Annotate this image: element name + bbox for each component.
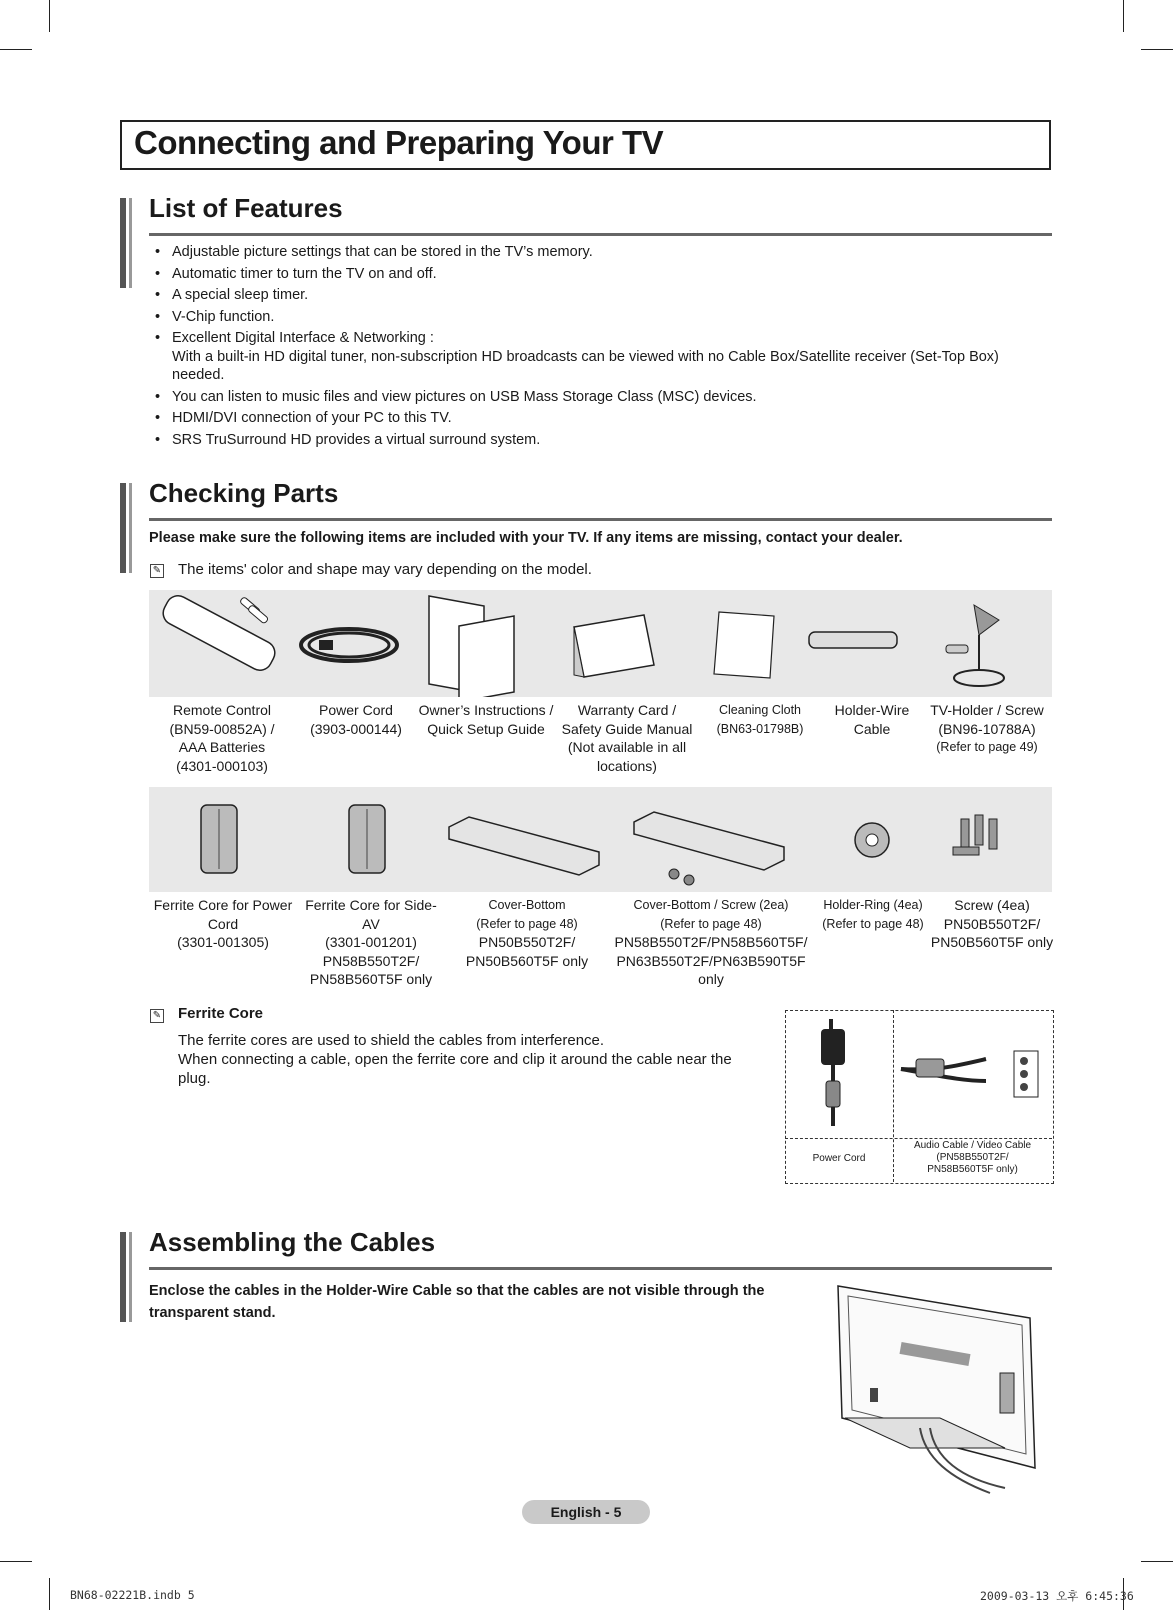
part-caption: TV-Holder / Screw (BN96-10788A) (Refer to page 49) (930, 702, 1044, 754)
list-item-text: Excellent Digital Interface & Networking : (172, 330, 434, 346)
part-caption: Cover-Bottom (Refer to page 48) PN50B550T2F/ PN50B560T5F only (465, 898, 589, 969)
ferrite-cables-illustration (786, 1011, 1051, 1137)
list-item-detail: With a built-in HD digital tuner, non-subscription HD broadcasts can be viewed with no Cable Box/Satellite receiver (Set-Top Box) needed. (172, 348, 999, 383)
assembling-title: Assembling the Cables (149, 1227, 436, 1257)
manuals-icon (429, 596, 514, 697)
print-slug-right: 2009-03-13 오후 6:45:36 (980, 1589, 1134, 1603)
crop-mark (49, 1578, 50, 1610)
section-rule (149, 233, 1052, 236)
list-item: • Automatic timer to turn the TV on and off. (150, 265, 1050, 284)
av-cable-icon (901, 1051, 1038, 1097)
crop-mark (0, 1561, 32, 1562)
parts-illustrations-row2 (149, 787, 1052, 892)
part-caption: Power Cord (3903-000144) (310, 702, 402, 737)
page-number-badge: English - 5 (522, 1500, 650, 1524)
divider (785, 1138, 1052, 1139)
remote-control-icon (159, 592, 279, 675)
holder-wire-icon (809, 632, 897, 648)
print-slug-left: BN68-02221B.indb 5 (70, 1588, 195, 1602)
warranty-card-icon (574, 615, 654, 677)
note-icon: ✎ (150, 564, 164, 578)
section-bar (120, 483, 126, 573)
section-bar (129, 198, 132, 288)
tv-back-illustration (830, 1278, 1052, 1500)
cover-bottom-icon (449, 817, 599, 875)
power-plug-icon (821, 1019, 845, 1126)
part-caption: Cover-Bottom / Screw (2ea) (Refer to page 48) PN58B550T2F/PN58B560T5F/ PN63B550T2F/PN63B590T5F only (614, 898, 808, 987)
part-caption: Ferrite Core for Power Cord (3301-001305) (153, 897, 293, 950)
crop-mark (49, 0, 50, 32)
features-title: List of Features (149, 193, 343, 223)
checking-note: The items' color and shape may vary depending on the model. (178, 561, 592, 578)
screw-icon (953, 815, 997, 855)
crop-mark (1141, 49, 1173, 50)
part-caption: Warranty Card / Safety Guide Manual (Not available in all locations) (561, 702, 693, 774)
part-caption: Ferrite Core for Side- AV (3301-001201) PN58B550T2F/ PN58B560T5F only (305, 897, 437, 987)
list-item (150, 329, 1050, 385)
holder-ring-icon (855, 823, 889, 857)
crop-mark (1123, 0, 1124, 32)
list-item: • HDMI/DVI connection of your PC to this TV. (150, 409, 1050, 428)
checking-title: Checking Parts (149, 478, 339, 508)
part-caption: Holder-Wire Cable (834, 702, 910, 737)
list-item: • Adjustable picture settings that can be stored in the TV’s memory. (150, 243, 1050, 262)
parts-illustrations-row1 (149, 590, 1052, 697)
section-bar (129, 1232, 132, 1322)
features-list (150, 243, 1050, 452)
assembling-text: Enclose the cables in the Holder-Wire Cable so that the cables are not visible through the transparent stand. (149, 1283, 765, 1321)
section-bar (120, 1232, 126, 1322)
part-caption: Owner’s Instructions / Quick Setup Guide (418, 702, 554, 737)
list-item: • SRS TruSurround HD provides a virtual surround system. (150, 431, 1050, 450)
part-caption: Cleaning Cloth (BN63-01798B) (716, 703, 804, 736)
ferrite-core-icon (201, 805, 237, 873)
crop-mark (0, 49, 32, 50)
note-icon: ✎ (150, 1009, 164, 1023)
list-item: • V-Chip function. (150, 308, 1050, 327)
list-item: • A special sleep timer. (150, 286, 1050, 305)
ferrite-caption-av: Audio Cable / Video Cable (PN58B550T2F/ PN58B560T5F only) (913, 1140, 1032, 1175)
part-caption: Screw (4ea) PN50B550T2F/ PN50B560T5F only (930, 897, 1054, 950)
cleaning-cloth-icon (714, 612, 774, 678)
section-rule (149, 518, 1052, 521)
ferrite-caption-power: Power Cord (812, 1153, 866, 1164)
checking-intro: Please make sure the following items are included with your TV. If any items are missing, contact your dealer. (149, 530, 903, 546)
ferrite-text: The ferrite cores are used to shield the cables from interference. When connecting a cable, open the ferrite core and clip it around the cable near the plug. (178, 1032, 732, 1087)
crop-mark (1141, 1561, 1173, 1562)
list-item: • You can listen to music files and view pictures on USB Mass Storage Class (MSC) devices. (150, 388, 1050, 407)
section-bar (120, 198, 126, 288)
part-caption: Remote Control (BN59-00852A) / AAA Batteries (4301-000103) (169, 702, 275, 774)
power-cord-icon (301, 629, 397, 661)
section-rule (149, 1267, 1052, 1270)
part-caption: Holder-Ring (4ea) (Refer to page 48) (822, 898, 924, 931)
ferrite-core-icon (349, 805, 385, 873)
tv-holder-icon (946, 605, 1004, 686)
cover-bottom-icon (634, 812, 784, 885)
page-title: Connecting and Preparing Your TV (134, 124, 664, 161)
section-bar (129, 483, 132, 573)
ferrite-title: Ferrite Core (178, 1005, 264, 1022)
